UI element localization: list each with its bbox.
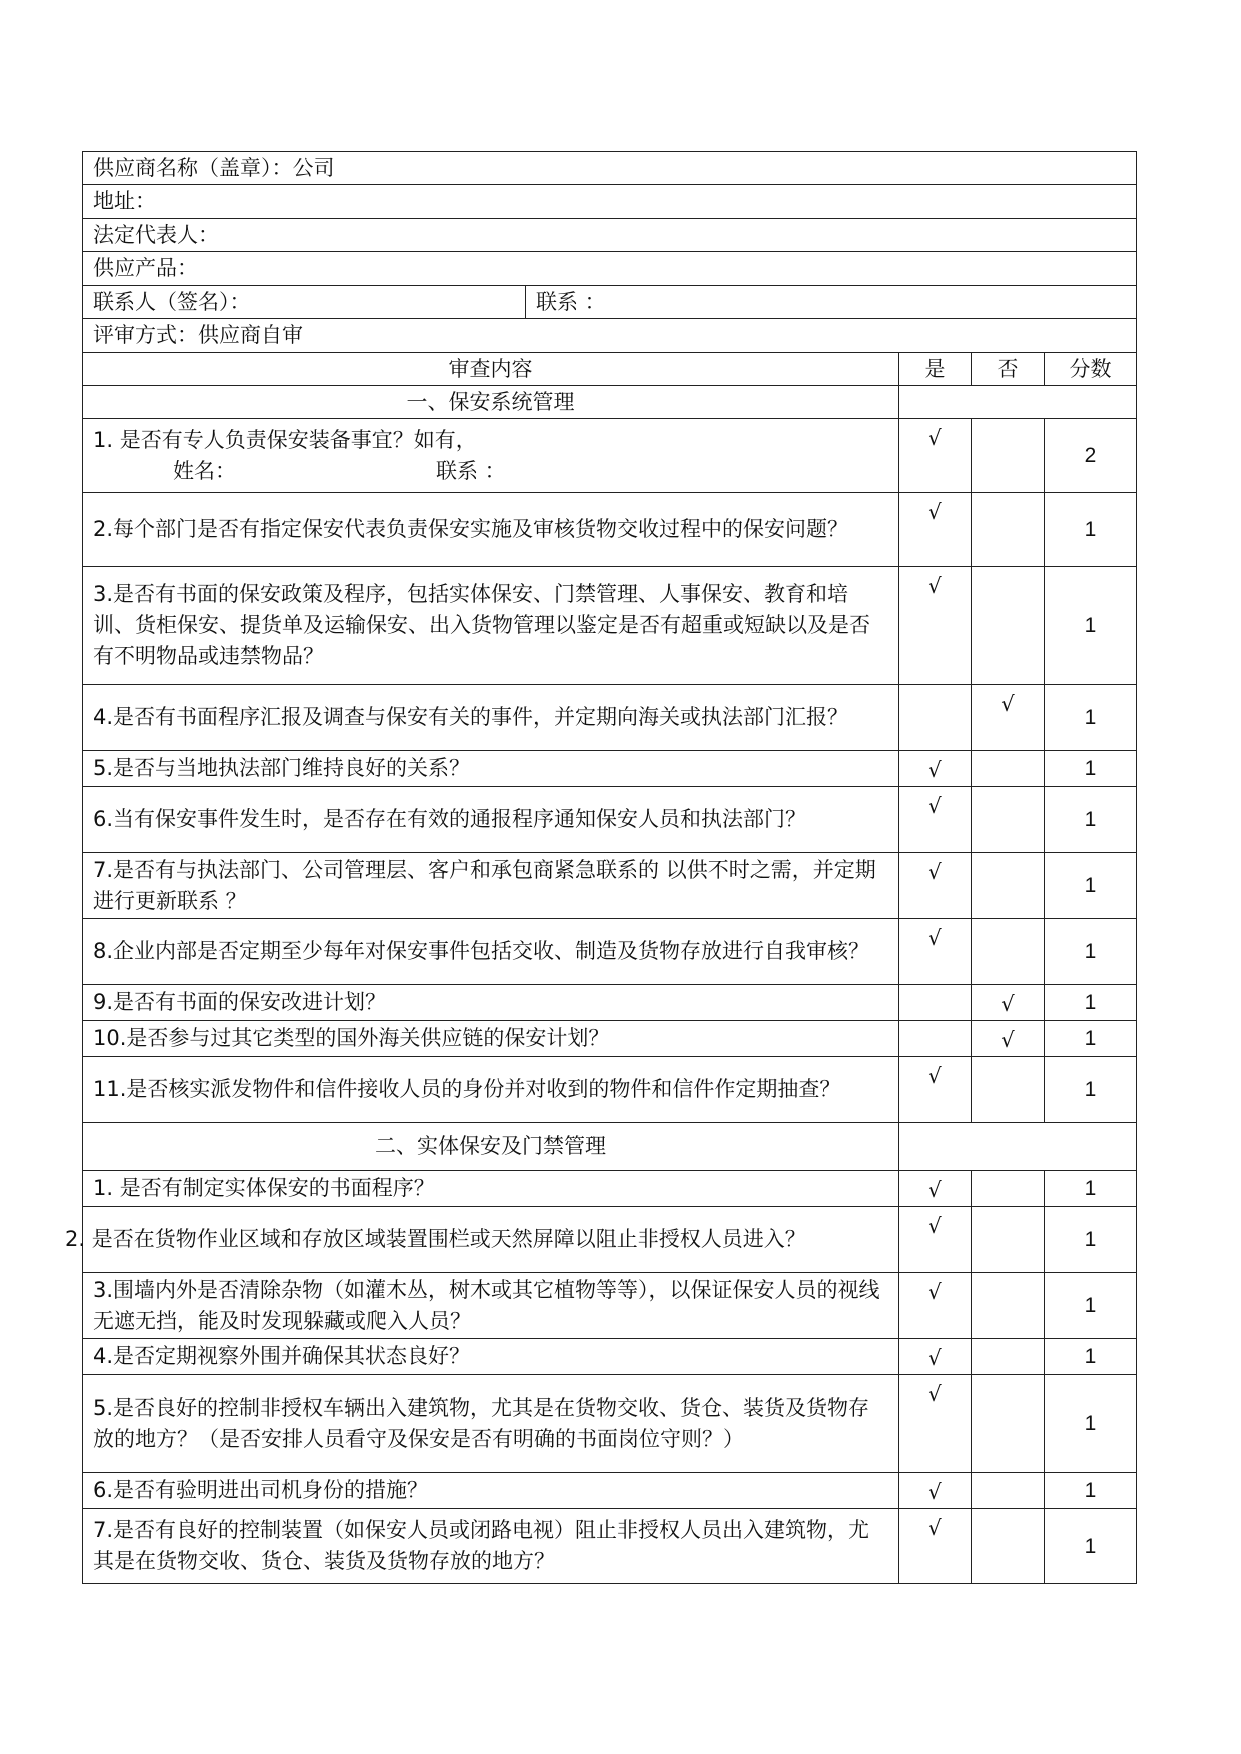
sub-contact-label: 联系 ： (436, 458, 506, 483)
score-value: 1 (1045, 985, 1137, 1021)
yes-mark (899, 1021, 972, 1057)
yes-mark: √ (899, 1473, 972, 1509)
no-mark (972, 1339, 1045, 1375)
table-row (83, 493, 1137, 567)
score-value: 1 (1045, 853, 1137, 919)
col-header-no: 否 (972, 353, 1045, 386)
yes-mark: √ (899, 1339, 972, 1375)
no-mark (972, 1207, 1045, 1273)
table-row (83, 419, 1137, 493)
no-mark (972, 419, 1045, 493)
no-mark: √ (972, 1021, 1045, 1057)
table-row (83, 919, 1137, 985)
no-mark (972, 751, 1045, 787)
yes-mark: √ (899, 1207, 972, 1273)
score-value: 1 (1045, 1375, 1137, 1473)
yes-mark: √ (899, 1375, 972, 1473)
question-text: 5.是否良好的控制非授权车辆出入建筑物，尤其是在货物交收、货仓、装货及货物存放的地方？（是否安排人员看守及保安是否有明确的书面岗位守则？） (83, 1375, 899, 1473)
yes-mark (899, 685, 972, 751)
question-text: 7.是否有良好的控制装置（如保安人员或闭路电视）阻止非授权人员出入建筑物，尤其是在货物交收、货仓、装货及货物存放的地方？ (83, 1509, 899, 1584)
question-text: 9.是否有书面的保安改进计划？ (83, 985, 899, 1021)
no-mark (972, 1057, 1045, 1123)
question-text: 6.是否有验明进出司机身份的措施？ (83, 1473, 899, 1509)
yes-mark: √ (899, 787, 972, 853)
table-row (83, 1273, 1137, 1339)
no-mark (972, 1273, 1045, 1339)
product-field: 供应产品： (83, 252, 1137, 286)
table-row (83, 985, 1137, 1021)
question-text: 8.企业内部是否定期至少每年对保安事件包括交收、制造及货物存放进行自我审核？ (83, 919, 899, 985)
score-value: 1 (1045, 1057, 1137, 1123)
table-row (83, 1339, 1137, 1375)
yes-mark: √ (899, 1057, 972, 1123)
question-text: 10.是否参与过其它类型的国外海关供应链的保安计划？ (83, 1021, 899, 1057)
question-text: 3.是否有书面的保安政策及程序，包括实体保安、门禁管理、人事保安、教育和培训、货柜保安、提货单及运输保安、出入货物管理以鉴定是否有超重或短缺以及是否有不明物品或违禁物品？ (83, 567, 899, 685)
yes-mark: √ (899, 1509, 972, 1584)
no-mark: √ (972, 985, 1045, 1021)
yes-mark (899, 985, 972, 1021)
question-text: 11.是否核实派发物件和信件接收人员的身份并对收到的物件和信件作定期抽查？ (83, 1057, 899, 1123)
yes-mark: √ (899, 1273, 972, 1339)
col-header-yes: 是 (899, 353, 972, 386)
no-mark (972, 493, 1045, 567)
no-mark (972, 1375, 1045, 1473)
table-row (83, 1509, 1137, 1584)
yes-mark: √ (899, 419, 972, 493)
no-mark: √ (972, 685, 1045, 751)
sub-name-label: 姓名： (173, 458, 236, 483)
score-value: 1 (1045, 1021, 1137, 1057)
score-value: 1 (1045, 1509, 1137, 1584)
yes-mark: √ (899, 567, 972, 685)
table-row (83, 1375, 1137, 1473)
score-value: 1 (1045, 685, 1137, 751)
table-row (83, 1171, 1137, 1207)
col-header-content: 审查内容 (83, 353, 899, 386)
table-row (83, 1057, 1137, 1123)
question-text: 3.围墙内外是否清除杂物（如灌木丛，树木或其它植物等等），以保证保安人员的视线无遮无挡，能及时发现躲藏或爬入人员？ (83, 1273, 899, 1339)
question-text: 4.是否有书面程序汇报及调查与保安有关的事件，并定期向海关或执法部门汇报？ (83, 685, 899, 751)
score-value: 1 (1045, 1207, 1137, 1273)
no-mark (972, 567, 1045, 685)
question-text: 2.每个部门是否有指定保安代表负责保安实施及审核货物交收过程中的保安问题？ (83, 493, 899, 567)
question-text: 5.是否与当地执法部门维持良好的关系？ (83, 751, 899, 787)
score-value: 1 (1045, 787, 1137, 853)
yes-mark: √ (899, 751, 972, 787)
score-value: 1 (1045, 751, 1137, 787)
section-title-spacer (899, 1123, 1137, 1171)
score-value: 1 (1045, 493, 1137, 567)
no-mark (972, 919, 1045, 985)
no-mark (972, 1171, 1045, 1207)
no-mark (972, 1509, 1045, 1584)
supplier-name-field: 供应商名称（盖章）：公司 (83, 152, 1137, 185)
score-value: 1 (1045, 1171, 1137, 1207)
question-text: 1. 是否有专人负责保安装备事宜？如有， (93, 427, 477, 452)
no-mark (972, 1473, 1045, 1509)
no-mark (972, 787, 1045, 853)
address-field: 地址： (83, 185, 1137, 219)
table-row (83, 751, 1137, 787)
score-value: 1 (1045, 1273, 1137, 1339)
yes-mark: √ (899, 919, 972, 985)
supplier-review-table (65, 151, 1137, 1584)
table-row (83, 567, 1137, 685)
score-value: 1 (1045, 1339, 1137, 1375)
score-value: 1 (1045, 567, 1137, 685)
question-text: 2. 是否在货物作业区域和存放区域装置围栏或天然屏障以阻止非授权人员进入？ (83, 1207, 899, 1273)
yes-mark: √ (899, 853, 972, 919)
table-row (83, 1021, 1137, 1057)
question-text: 1. 是否有制定实体保安的书面程序？ (83, 1171, 899, 1207)
contact-phone-field: 联系 ： (526, 286, 1137, 319)
question-text: 4.是否定期视察外围并确保其状态良好？ (83, 1339, 899, 1375)
table-row (83, 1207, 1137, 1273)
table-row (83, 685, 1137, 751)
review-method-field: 评审方式：供应商自审 (83, 319, 1137, 353)
score-value: 2 (1045, 419, 1137, 493)
yes-mark: √ (899, 493, 972, 567)
score-value: 1 (1045, 1473, 1137, 1509)
table-row (83, 787, 1137, 853)
section-title: 一、保安系统管理 (83, 386, 899, 419)
table-row (83, 1473, 1137, 1509)
no-mark (972, 853, 1045, 919)
legal-rep-field: 法定代表人： (83, 219, 1137, 252)
yes-mark: √ (899, 1171, 972, 1207)
question-text: 7.是否有与执法部门、公司管理层、客户和承包商紧急联系的 以供不时之需，并定期进行更新联系 ？ (83, 853, 899, 919)
col-header-score: 分数 (1045, 353, 1137, 386)
score-value: 1 (1045, 919, 1137, 985)
table-row (83, 853, 1137, 919)
section-title: 二、实体保安及门禁管理 (83, 1123, 899, 1171)
question-text: 6.当有保安事件发生时，是否存在有效的通报程序通知保安人员和执法部门？ (83, 787, 899, 853)
contact-person-field: 联系人（签名）： (83, 286, 526, 319)
section-title-spacer (899, 386, 1137, 419)
